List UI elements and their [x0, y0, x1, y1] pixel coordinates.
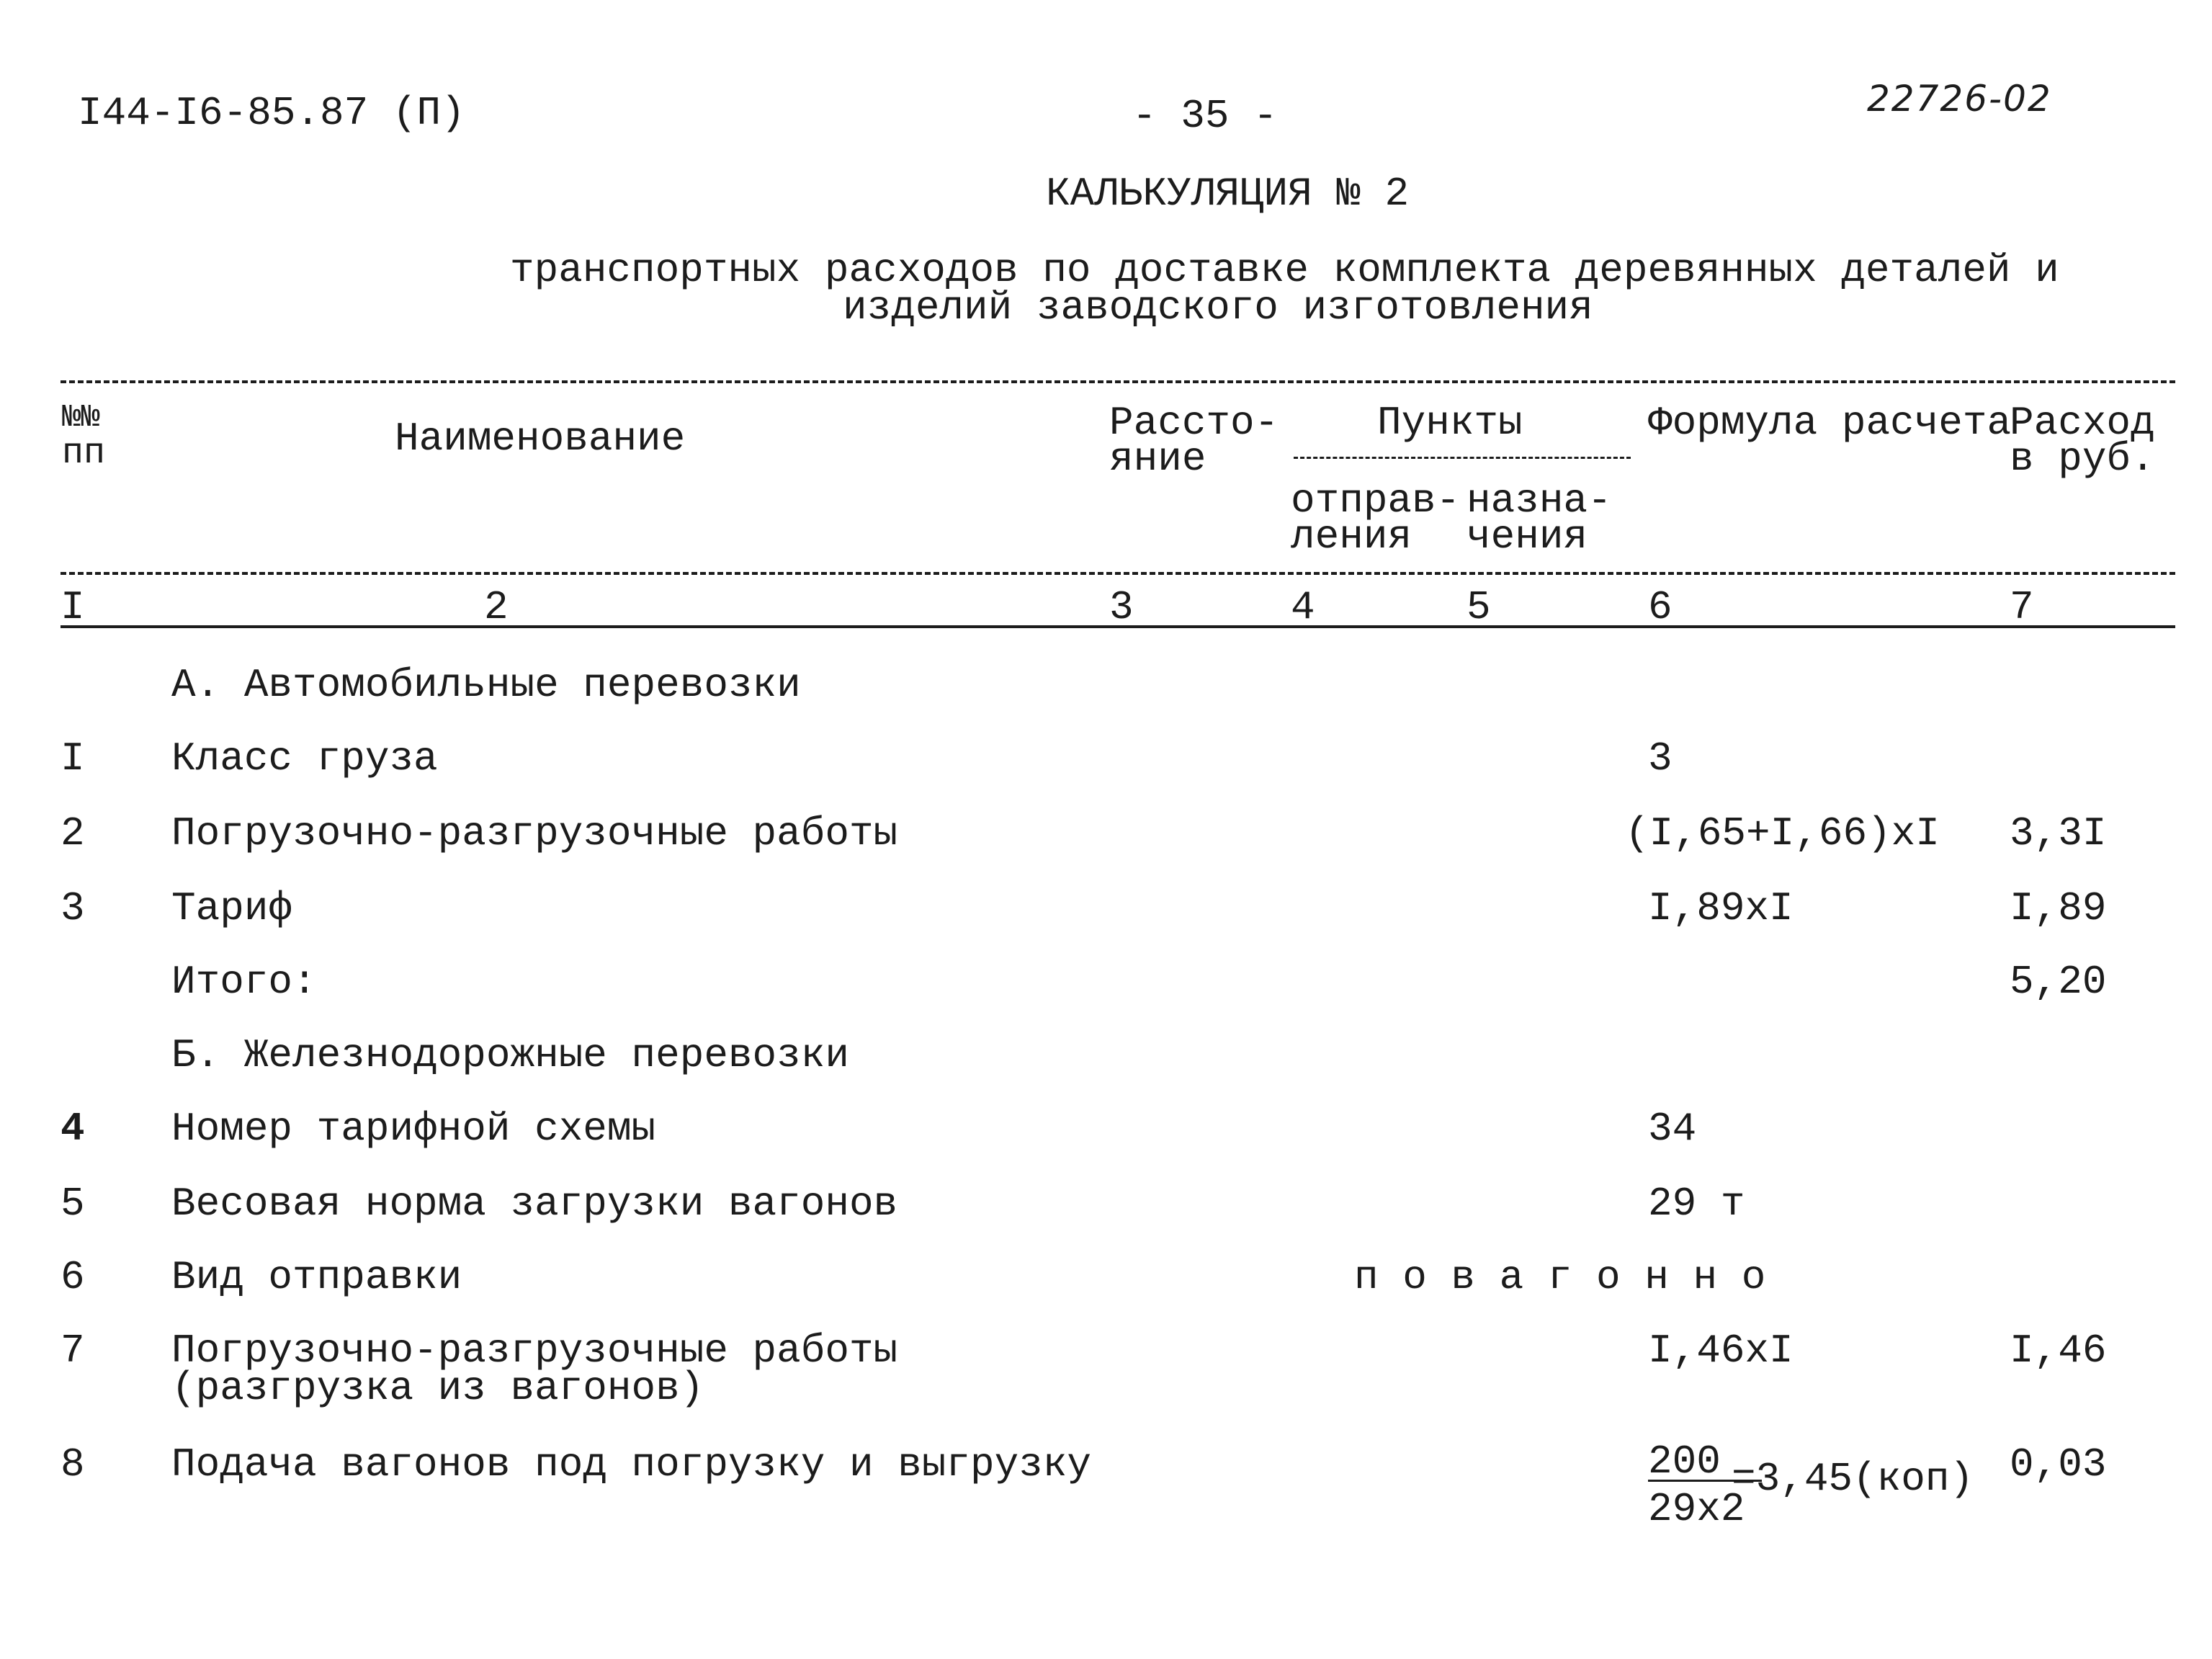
row-name: Тариф — [171, 885, 293, 931]
page-title: КАЛЬКУЛЯЦИЯ № 2 — [1046, 171, 1410, 217]
header-bottom-rule — [61, 572, 2175, 575]
row-formula: I,46xI — [1648, 1328, 1794, 1374]
row-cost: 3,3I — [2010, 810, 2107, 857]
total-value: 5,20 — [2010, 959, 2107, 1005]
row-formula: 34 — [1648, 1106, 1697, 1152]
column-number: I — [61, 584, 85, 630]
formula-numerator: 200 — [1648, 1439, 1721, 1485]
document-code: I44-I6-85.87 (П) — [78, 90, 465, 136]
column-number: 4 — [1291, 584, 1315, 630]
section-b-heading: Б. Железнодорожные перевозки — [171, 1032, 849, 1078]
shipment-type-value: п о в а г о н н о — [1354, 1254, 1766, 1300]
row-number: 2 — [61, 810, 85, 857]
row-number: 3 — [61, 885, 85, 931]
column-number: 7 — [2010, 584, 2034, 630]
header-to-line2: чения — [1467, 514, 1588, 560]
row-number: 4 — [61, 1106, 85, 1152]
points-divider — [1294, 457, 1631, 459]
row-name: Погрузочно-разгрузочные работы — [171, 810, 898, 857]
column-number: 5 — [1467, 584, 1491, 630]
header-from-line2: ления — [1291, 514, 1412, 560]
handwritten-code: 22726-02 — [1867, 78, 2052, 120]
header-name: Наименование — [395, 416, 686, 462]
row-number: 6 — [61, 1254, 85, 1300]
row-name: Подача вагонов под погрузку и выгрузку — [171, 1441, 1092, 1488]
total-label: Итого: — [171, 959, 317, 1005]
header-cost-line1: Расход — [2010, 400, 2155, 446]
row-formula: I,89xI — [1648, 885, 1794, 931]
row-cost: I,46 — [2010, 1328, 2107, 1374]
header-points: Пункты — [1377, 400, 1523, 446]
subtitle-line1: транспортных расходов по доставке комплекта деревянных деталей и — [510, 247, 2059, 293]
row-number: 7 — [61, 1328, 85, 1374]
header-distance-line1: Рассто- — [1109, 400, 1279, 446]
header-to-line1: назна- — [1467, 478, 1612, 524]
row-name: Вид отправки — [171, 1254, 462, 1300]
column-number-rule — [61, 625, 2175, 628]
header-formula: Формула расчета — [1648, 400, 2012, 446]
row-cost: 0,03 — [2010, 1441, 2107, 1488]
header-num-line2: пп — [62, 433, 106, 474]
header-cost-line2: в руб. — [2010, 436, 2155, 482]
row-name: Погрузочно-разгрузочные работы — [171, 1328, 898, 1374]
section-a-heading: А. Автомобильные перевозки — [171, 662, 801, 708]
row-formula: 3 — [1648, 735, 1673, 782]
formula-denominator: 29x2 — [1648, 1486, 1745, 1532]
page-number: - 35 - — [1132, 93, 1278, 139]
column-number: 6 — [1648, 584, 1673, 630]
formula-result: =3,45(коп) — [1732, 1456, 1974, 1502]
subtitle-line2: изделий заводского изготовления — [843, 285, 1593, 331]
row-name: Класс груза — [171, 735, 438, 782]
row-name: Номер тарифной схемы — [171, 1106, 656, 1152]
row-name-line2: (разгрузка из вагонов) — [171, 1365, 704, 1411]
row-name: Весовая норма загрузки вагонов — [171, 1181, 898, 1227]
row-number: I — [61, 735, 85, 782]
column-number: 3 — [1109, 584, 1134, 630]
header-distance-line2: яние — [1109, 436, 1206, 482]
table-top-rule — [61, 380, 2175, 383]
row-number: 5 — [61, 1181, 85, 1227]
row-number: 8 — [61, 1441, 85, 1488]
column-number: 2 — [484, 584, 509, 630]
row-cost: I,89 — [2010, 885, 2107, 931]
row-formula: 29 т — [1648, 1181, 1745, 1227]
header-from-line1: отправ- — [1291, 478, 1461, 524]
header-num-line1: №№ — [62, 400, 100, 436]
row-formula: (I,65+I,66)xI — [1625, 810, 1940, 857]
